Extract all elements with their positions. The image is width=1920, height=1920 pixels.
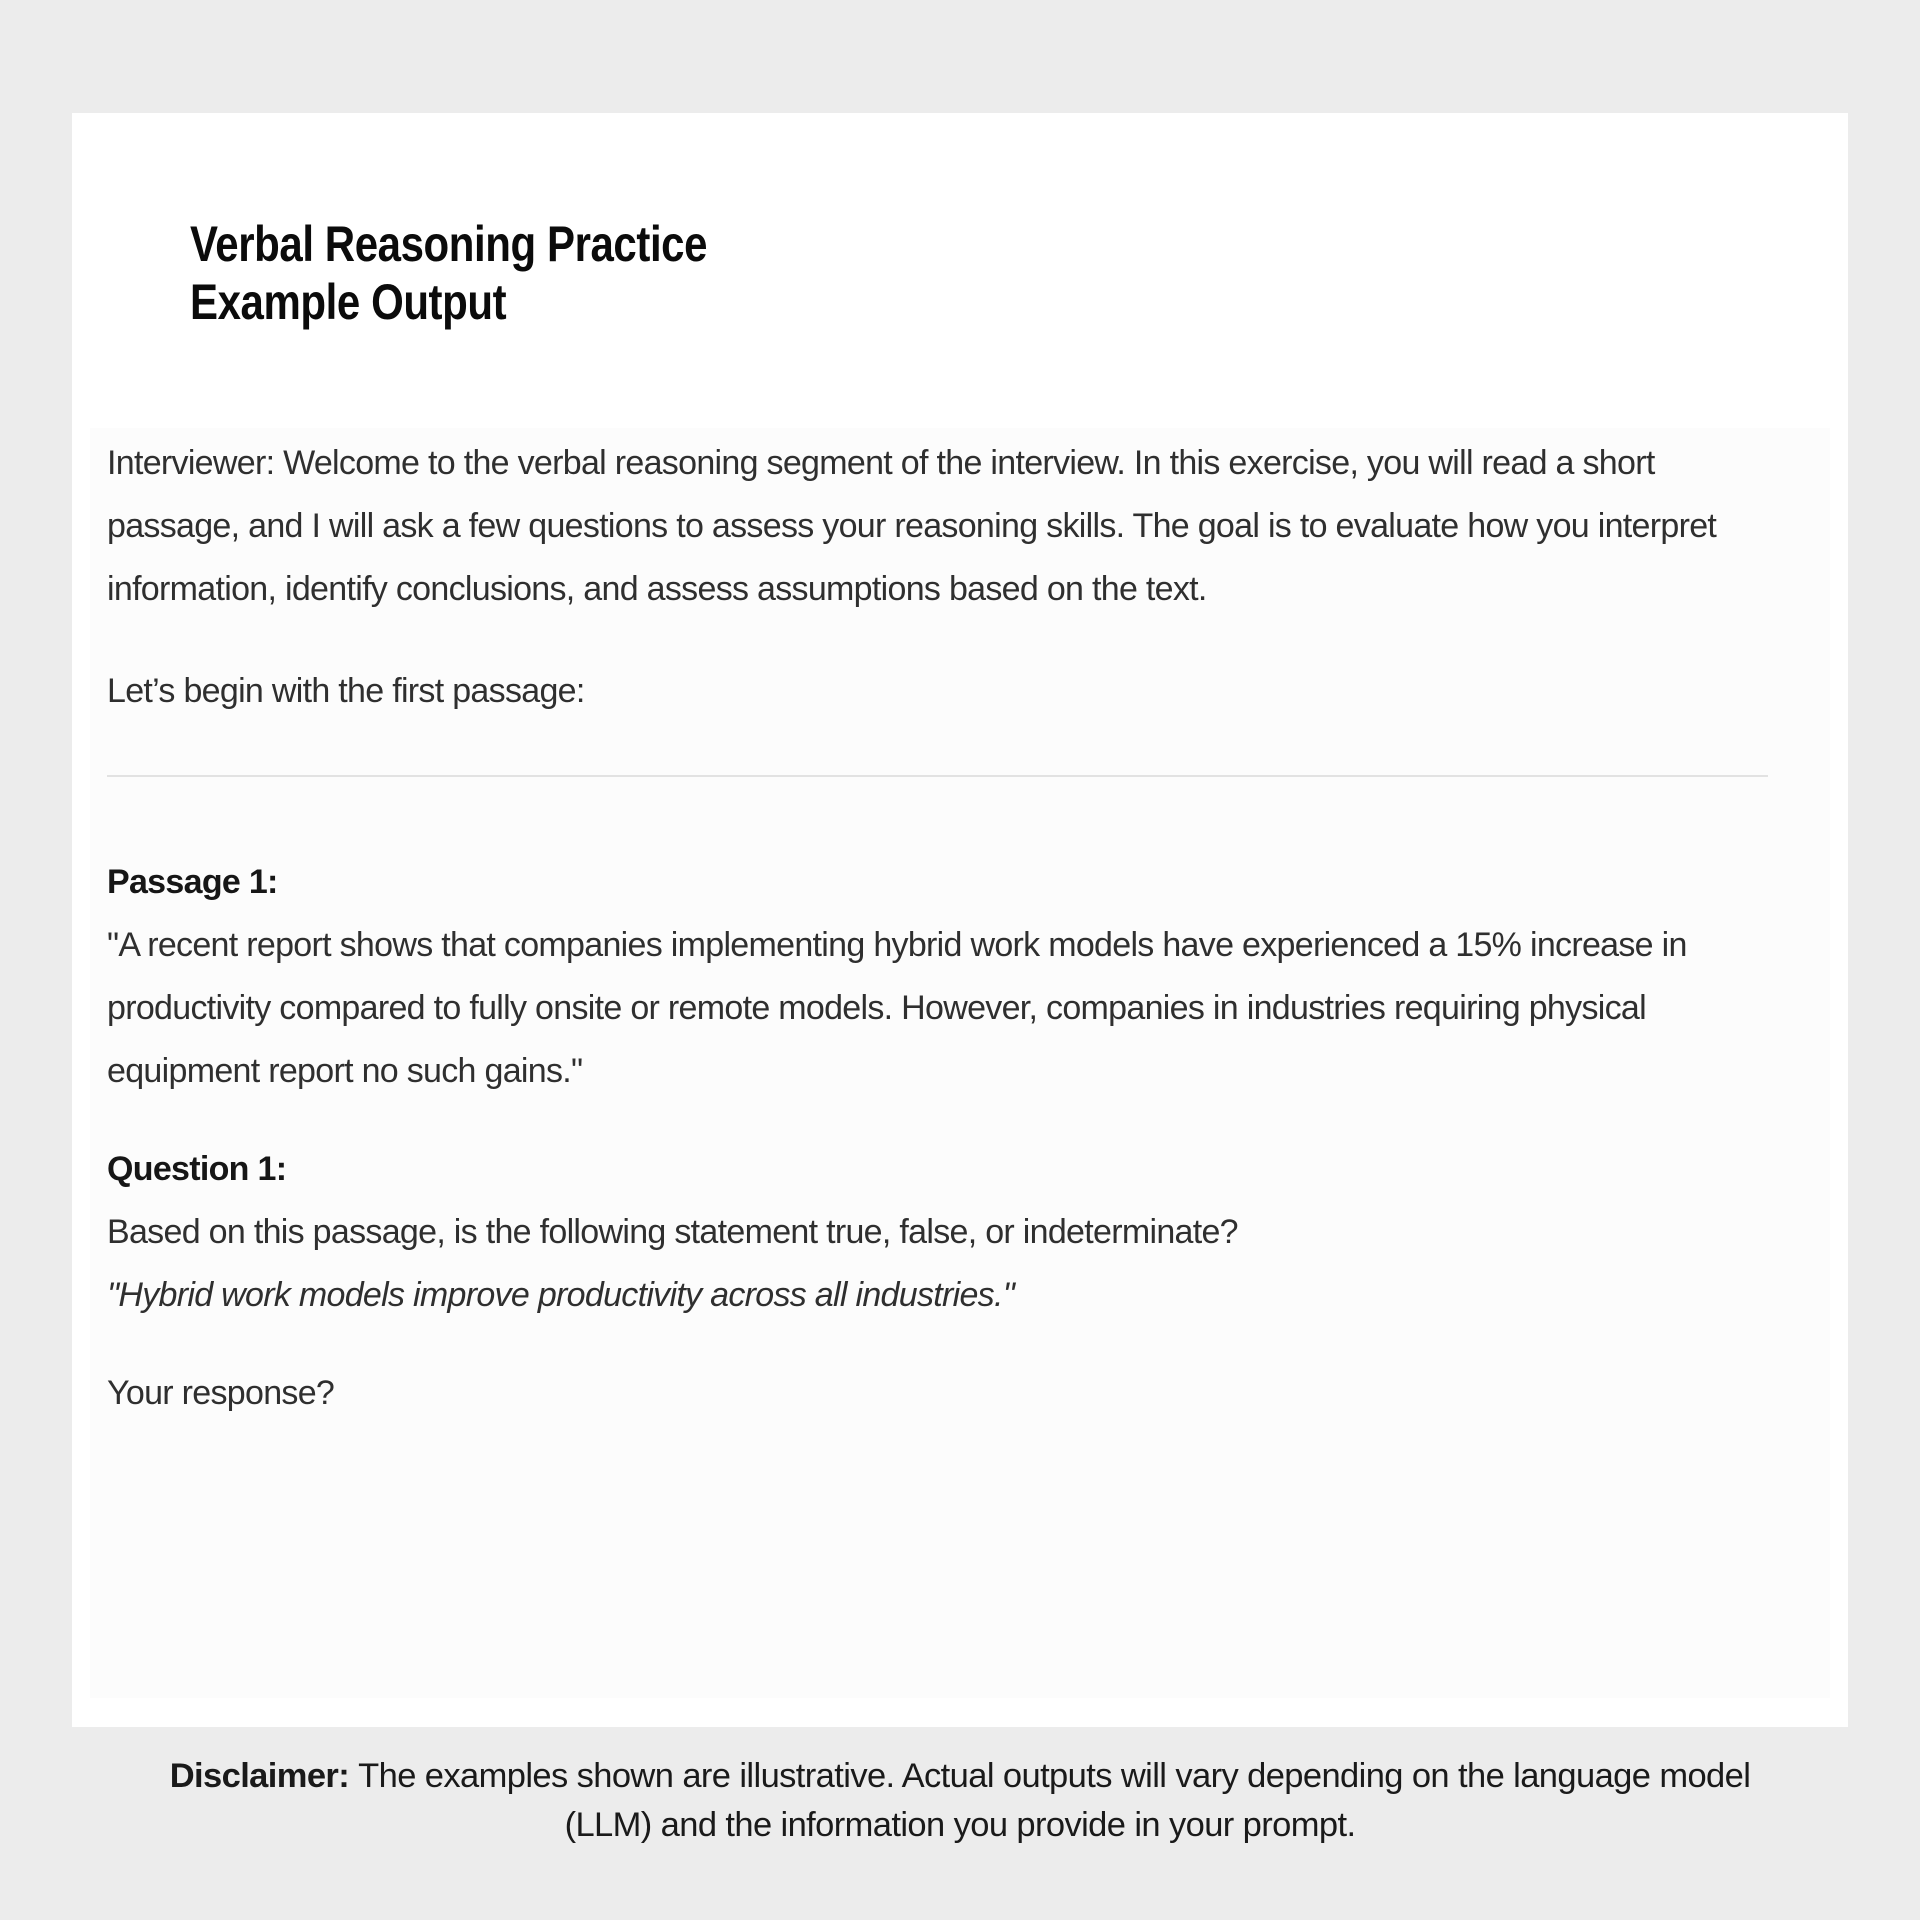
section-divider [107, 775, 1768, 777]
page-title-line-1: Verbal Reasoning Practice [190, 216, 708, 272]
content-card [72, 113, 1848, 1727]
question-section [107, 1138, 1768, 1327]
transcript-panel [90, 428, 1830, 1698]
disclaimer-text-line-1: The examples shown are illustrative. Actual outputs will vary depending on the language model [358, 1757, 1751, 1795]
intro-paragraph: Interviewer: Welcome to the verbal reasoning segment of the interview. In this exercise, you will read a short passage, and I will ask a few questions to assess your reasoning skills. The goal is to evaluate how you interpret information, identify conclusions, and assess assumptions based on the text. [107, 444, 1717, 608]
passage-heading: Passage 1: [107, 863, 278, 901]
question-text: Based on this passage, is the following statement true, false, or indeterminate? [107, 1213, 1238, 1251]
passage-text: "A recent report shows that companies implementing hybrid work models have experienced a 15% increase in productivity compared to fully onsite or remote models. However, companies in industries requiring physical equipment report no such gains." [107, 926, 1687, 1090]
disclaimer-label: Disclaimer: [169, 1757, 350, 1795]
disclaimer-line-1 [0, 1752, 1920, 1801]
page-title-line-2: Example Output [190, 274, 507, 330]
page-title [190, 215, 1583, 331]
question-heading: Question 1: [107, 1150, 287, 1188]
lead-in-paragraph: Let’s begin with the first passage: [107, 672, 585, 710]
disclaimer-text-line-2: (LLM) and the information you provide in your prompt. [564, 1806, 1356, 1844]
question-statement: "Hybrid work models improve productivity across all industries." [107, 1276, 1015, 1314]
response-prompt: Your response? [107, 1374, 335, 1412]
disclaimer [0, 1752, 1920, 1850]
passage-section [107, 851, 1768, 1103]
